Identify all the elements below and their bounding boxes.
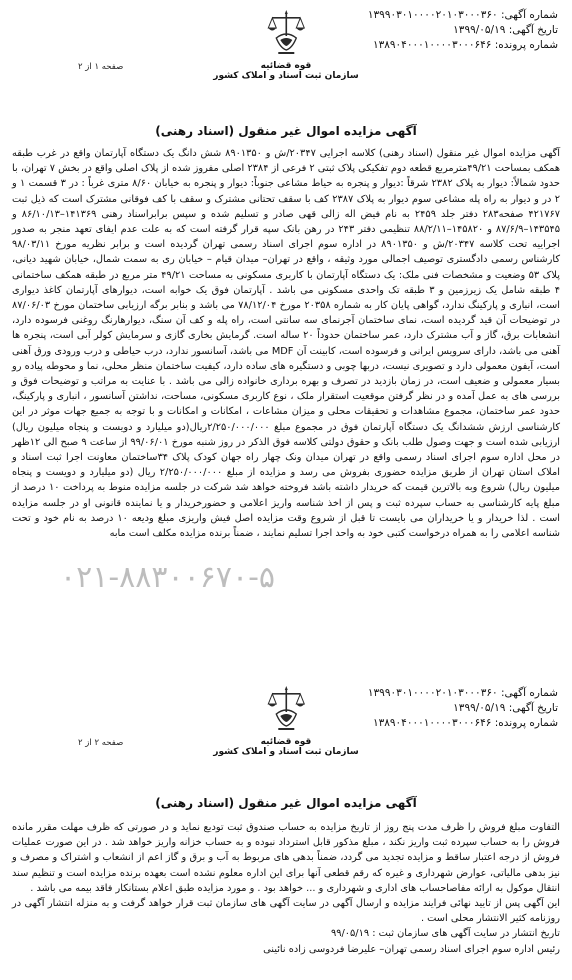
notice-page-2: [0, 678, 572, 980]
page-number-label: صفحه ۲ از ۲: [78, 738, 124, 748]
file-number: شماره پرونده: ۱۳۸۹۰۴۰۰۰۱۰۰۰۰۳۰۰۰۶۴۶: [372, 39, 558, 51]
ad-number: شماره آگهی: ۱۳۹۹۰۳۰۱۰۰۰۰۲۰۱۰۳۰۰۰۳۶۰: [367, 9, 558, 21]
org-name-judiciary: قوه قضائیه: [260, 61, 312, 71]
emblem-icon: [266, 8, 306, 56]
ad-date: تاریخ آگهی: ۱۳۹۹/۰۵/۱۹: [453, 24, 558, 36]
file-number: شماره پرونده: ۱۳۸۹۰۴۰۰۰۱۰۰۰۰۳۰۰۰۶۴۶: [372, 717, 558, 729]
page-number-label: صفحه ۱ از ۲: [78, 62, 124, 72]
judiciary-emblem: [213, 8, 358, 81]
judiciary-emblem: [213, 684, 358, 757]
notice-body: [12, 146, 560, 541]
ad-number: شماره آگهی: ۱۳۹۹۰۳۰۱۰۰۰۰۲۰۱۰۳۰۰۰۳۶۰: [367, 687, 558, 699]
publication-date: تاریخ انتشار در سایت آگهی های سازمان ثبت : ۹۹/۰۵/۱۹: [330, 928, 560, 940]
notice-body: [12, 820, 560, 957]
org-name-judiciary: قوه قضائیه: [260, 737, 312, 747]
body-paragraph: التفاوت مبلغ فروش را ظرف مدت پنج روز از تاریخ مزایده به حساب صندوق ثبت تودیع نماید و در صورتی که ظرف مهلت مقرر مانده فروش را به حساب سپرده ثبت واریز نکند ، مبلغ مذکور قابل استرداد نبوده و به حساب خزانه واریز خواهد شد . در این صورت عملیات فروش از درجه اعتبار ساقط و مزایده تجدید می گردد، ضمناً بدهی های مربوط به آب و برق و گاز اعم از انشعاب و اشتراک و مصرف و نیز بدهی مالیاتی، عوارض شهرداری و غیره که رقم قطعی آنها برای این اداره معلوم نشده است بعهده برنده مزایده است و تنظیم سند انتقال موکول به ارائه مفاصاحساب های اداری و شهرداری و ... خواهد بود . و مورد مزایده طبق اعلام بستانکار فاقد بیمه می باشد .: [12, 822, 560, 894]
notice-meta: [368, 8, 558, 53]
ad-date: تاریخ آگهی: ۱۳۹۹/۰۵/۱۹: [453, 702, 558, 714]
signature-line: رئیس اداره سوم اجرای اسناد رسمی تهران– علیرضا فردوسی زاده نائینی: [263, 943, 560, 955]
notice-title: آگهی مزایده اموال غیر منقول (اسناد رهنی): [155, 796, 417, 810]
phone-watermark: ۰۲۱-۸۸۳۰۰۶۷۰-۵: [60, 560, 276, 595]
org-name-registration: سازمان ثبت اسناد و املاک کشور: [213, 747, 359, 757]
body-paragraph: این آگهی پس از تایید نهائی فرایند مزایده و ارسال آگهی در سایت آگهی های سازمان ثبت قرار خواهد گرفت و به منزله انتشار آگهی در روزنامه کثیر الانتشار محلی است .: [12, 898, 560, 925]
org-name-registration: سازمان ثبت اسناد و املاک کشور: [213, 71, 359, 81]
body-paragraph: آگهی مزایده اموال غیر منقول (اسناد رهنی) کلاسه اجرایی ۲۰۳۴۷/ش و ۸۹۰۱۳۵۰ شش دانگ یک دستگاه آپارتمان واقع در غرب طبقه همکف بمساحت ۴۹/۲۱مترمربع قطعه دوم تفکیکی پلاک ثبتی ۲ فرعی از ۲۳۸۴ اصلی مفروز شده از پلاک اصلی واقع در بخش ۷ تهران، با حدود شمالاً: دیوار به پلاک ۲۳۸۲ شرقاً :دیوار و پنجره به حیاط مشاعی جنوباً: دیوار و پنجره به خیابان ۸/۶۰ متری غرباً : در ۳ قسمت ۱ و ۲ در و دیوار به راه پله مشاعی سوم دیوار به پلاک ۲۳۸۷ کف با سقف تحتانی مشترک و سقف با کف فوقانی مشترک است که ذیل ثبت ۴۲۱۷۶۷ صفحه۲۸۳ دفتر جلد ۲۴۵۹ به نام فیض اله زالی قهی صادر و تسلیم شده و سپس برابراسناد رهنی ۱۴۱۳۶۹–۸۶/۱۰/۱۳ و ۱۴۳۵۴۵–۸۷/۶/۹ و ۱۴۵۸۲۰–۸۸/۲/۱۱ تنظیمی دفتر ۲۴۳ در رهن بانک سپه قرار گرفته است که به علت عدم ایفای تعهد منجر به صدور اجراییه تحت کلاسه ۲۰۳۴۷/ش و ۸۹۰۱۳۵۰ در اداره سوم اجرای اسناد رسمی تهران گردیده است و برابر نظریه مورخ ۹۸/۰۳/۱۱ کارشناس رسمی دادگستری توصیف اجمالی مورد وثیقه ، واقع در تهران– میدان قیام – خیابان ری به سمت شمال، خیابان شهید دیانی، پلاک ۵۳ وضعیت و مشخصات فنی ملک: یک دستگاه آپارتمان با کاربری مسکونی به مساحت ۴۹/۲۱ متر مربع در طبقه همکف ساختمانی ۴ طبقه شامل یک زیرزمین و ۳ طبقه تک واحدی مسکونی می باشد . آپارتمان فوق یک خوابه است، دیوارهای آپارتمان کاغذ دیواری است، انباری و پارکینگ ندارد، گواهی پایان کار به شماره ۲۰۳۵۸ مورخ ۷۸/۱۲/۰۴ می باشد و بنابر برگه ارزیابی ساختمان مورخ ۸۷/۰۶/۰۳ در توضیحات آن قید گردیده است، نمای ساختمان آجرنمای سه سانتی است، راه پله و کف آن سنگ، دیوارهارنگ روغنی فرسوده دارد، انشعابات برق، گاز و آب مشترک دارد، عمر ساختمان حدوداً ۲۰ ساله است. گرمایش بخاری گازی و سرمایش کولر آبی است، پنجره ها آهنی می باشد، دارای سرویس ایرانی و فرسوده است، کابینت آن MDF می باشد، آسانسور ندارد، درب حیاطی و درب ورودی ورق آهنی است، آیفون معمولی دارد و تصویری نیست، دربها چوبی و دستگیره های ساده دارد، کیفیت ساختمان منظر محلی، نما و محوطه پیاده رو بسیار معمولی و ضعیف است، در زمان بازدید در تصرف و بهره برداری خانواده زالی می باشد . با عنایت به مراتب و توضیحات فوق و بررسی های به عمل آمده و در نظر گرفتن موقعیت استقرار ملک ، نوع کاربری مسکونی، مساحت، نداشتن آسانسور ، انباری و پارکینگ، حدود عمر ساختمان، مجموع مشاهدات و تحقیقات محلی و میزان مشاعات ، امکانات و امکانات و با توجه به جمیع جهات موثر در این کارشناسی ارزش ششدانگ یک دستگاه آپارتمان فوق در مجموع مبلغ ۲/۲۵۰/۰۰۰/۰۰۰ریال(دو میلیارد و دویست و پنجاه میلیون ریال) ارزیابی شده است و جهت وصول طلب بانک و حقوق دولتی کلاسه فوق الذکر در روز شنبه مورخ ۹۹/۰۶/۰۱ از ساعت ۹ صبح الی ۱۲ظهر در محل اداره سوم اجرای اسناد رسمی واقع در تهران میدان ونک چهار راه جهان کودک پلاک ۳۴ساختمان معاونت اجرا ثبت اسناد و املاک استان تهران از طریق مزایده حضوری بفروش می رسد و مزایده از مبلغ ۲/۲۵۰/۰۰۰/۰۰۰ ریال (دو میلیارد و دویست و پنجاه میلیون ریال) شروع وبه بالاترین قیمت که خریدار داشته باشد فروخته خواهد شد شرکت در جلسه مزایده منوط به پرداخت ۱۰ درصد از مبلغ پایه کارشناسی به حساب سپرده ثبت و پس از اخذ شناسه واریز اعلامی و حضورخریدار و یا نماینده قانونی او در جلسه مزایده است . لذا خریدار و یا خریداران می بایست تا قبل از شروع وقت مزایده اصل فیش واریزی مبلغ ودیعه ۱۰ درصد به نام خود و تحت شناسه اعلامی را به همراه درخواست کتبی خود به واحد اجرا تسلیم نمایند ، ضمناً برنده مزایده مکلف است مابه: [12, 148, 560, 540]
notice-title: آگهی مزایده اموال غیر منقول (اسناد رهنی): [155, 124, 417, 138]
emblem-icon: [266, 684, 306, 732]
notice-meta: [368, 686, 558, 731]
